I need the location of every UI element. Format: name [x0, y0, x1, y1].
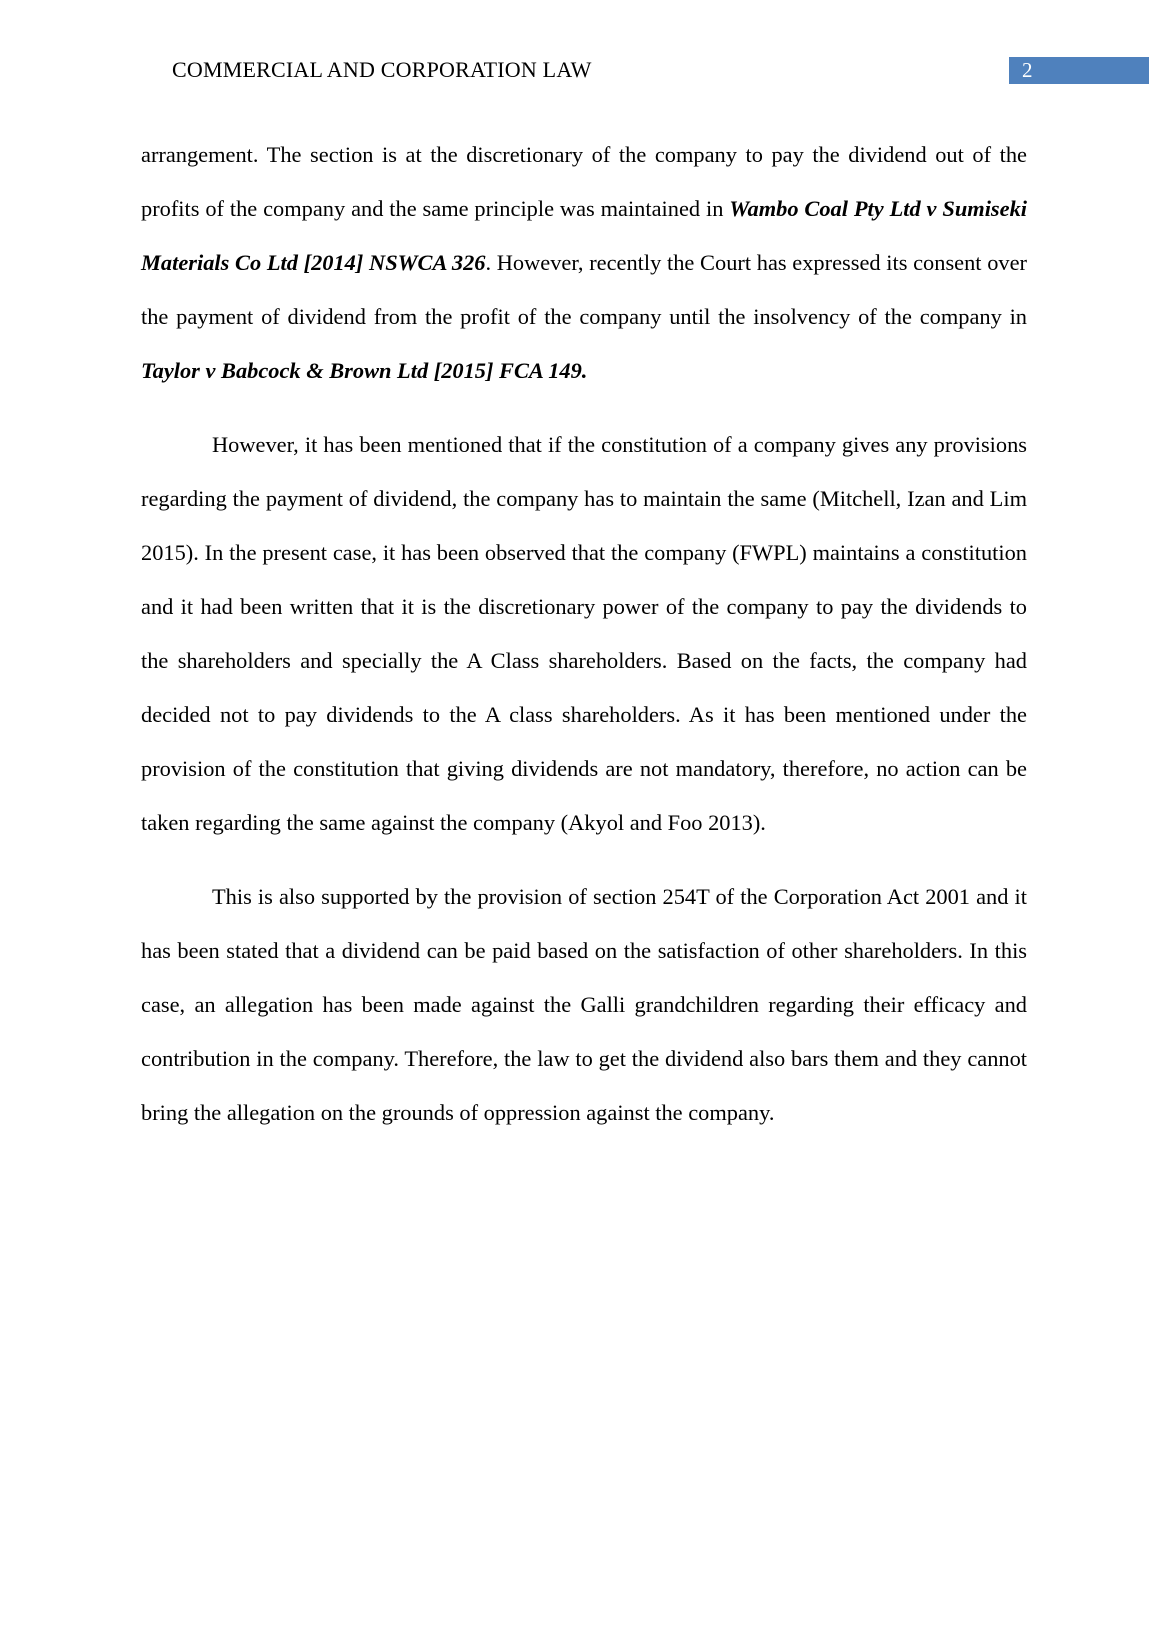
case-citation-wambo: Wambo Coal Pty Ltd v Sumiseki Materials Co Ltd [2014] NSWCA 326 [141, 196, 1027, 275]
case-citation-taylor: Taylor v Babcock & Brown Ltd [2015] FCA 149. [141, 358, 588, 383]
paragraph-1-text-b: . However, recently the Court has expressed its consent over the payment of dividend from the profit of the company until the insolvency of the company in [141, 250, 1027, 329]
paragraph-2: However, it has been mentioned that if the constitution of a company gives any provisions regarding the payment of dividend, the company has to maintain the same (Mitchell, Izan and Lim 2015). In the present case, it has been observed that the company (FWPL) maintains a constitution and it had been written that it is the discretionary power of the company to pay the dividends to the shareholders and specially the A Class shareholders. Based on the facts, the company had decided not to pay dividends to the A class shareholders. As it has been mentioned under the provision of the constitution that giving dividends are not mandatory, therefore, no action can be taken regarding the same against the company (Akyol and Foo 2013). [141, 432, 1027, 835]
document-body [141, 128, 1027, 1160]
paragraph-3: This is also supported by the provision of section 254T of the Corporation Act 2001 and it has been stated that a dividend can be paid based on the satisfaction of other shareholders. In this case, an allegation has been made against the Galli grandchildren regarding their efficacy and contribution in the company. Therefore, the law to get the dividend also bars them and they cannot bring the allegation on the grounds of oppression against the company. [141, 884, 1027, 1125]
running-header-title: COMMERCIAL AND CORPORATION LAW [172, 57, 592, 82]
paragraph-1-text-a: arrangement. The section is at the discretionary of the company to pay the dividend out of the profits of the company and the same principle was maintained in [141, 142, 1027, 221]
paragraph-1 [141, 128, 1027, 398]
page-number-badge: 2 [1009, 57, 1149, 84]
